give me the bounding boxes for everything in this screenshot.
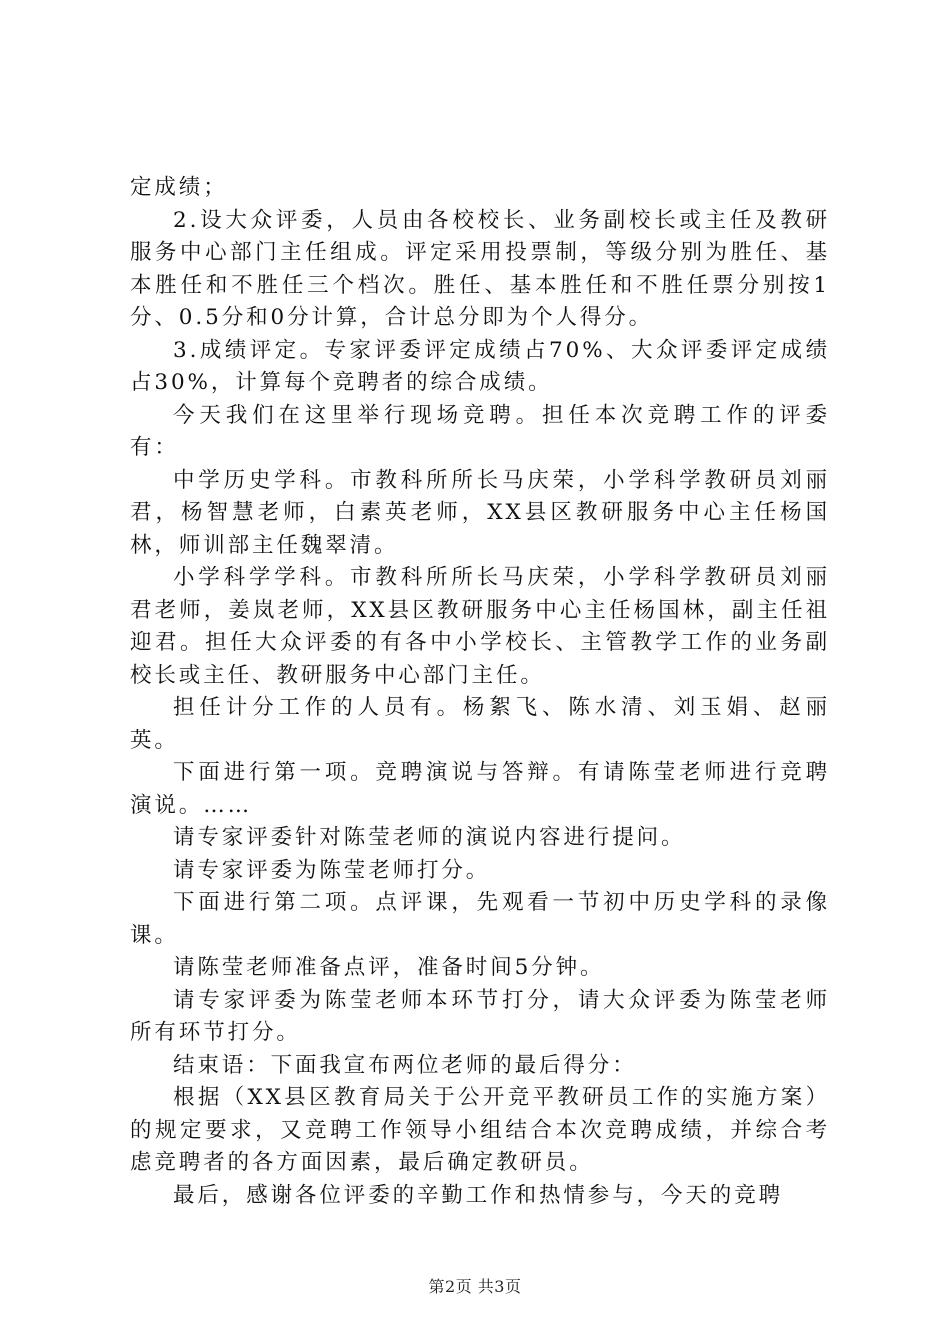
paragraph-5: 中学历史学科。市教科所所长马庆荣，小学科学教研员刘丽君，杨智慧老师，白素英老师，XX县区教研服务中心主任杨国林，师训部主任魏翠清。	[130, 467, 830, 558]
paragraph-11: 下面进行第二项。点评课，先观看一节初中历史学科的录像课。	[130, 890, 830, 948]
paragraph-2: 2.设大众评委，人员由各校校长、业务副校长或主任及教研服务中心部门主任组成。评定采用投票制，等级分别为胜任、基本胜任和不胜任三个档次。胜任、基本胜任和不胜任票分别按1分、0.5分和0分计算，合计总分即为个人得分。	[130, 207, 830, 330]
paragraph-1: 定成绩；	[130, 175, 228, 200]
paragraph-13: 请专家评委为陈莹老师本环节打分，请大众评委为陈莹老师所有环节打分。	[130, 987, 830, 1045]
paragraph-15: 根据（XX县区教育局关于公开竞平教研员工作的实施方案）的规定要求，又竞聘工作领导小组结合本次竞聘成绩，并综合考虑竞聘者的各方面因素，最后确定教研员。	[130, 1085, 830, 1175]
paragraph-7: 担任计分工作的人员有。杨絮飞、陈水清、刘玉娟、赵丽英。	[130, 695, 830, 753]
paragraph-12: 请陈莹老师准备点评，准备时间5分钟。	[173, 955, 605, 980]
paragraph-14: 结束语：下面我宣布两位老师的最后得分：	[173, 1052, 637, 1078]
paragraph-16: 最后，感谢各位评委的辛勤工作和热情参与，今天的竞聘	[173, 1182, 784, 1208]
paragraph-4: 今天我们在这里举行现场竞聘。担任本次竞聘工作的评委有：	[130, 402, 830, 460]
page-number-footer: 第2页 共3页	[428, 1277, 522, 1296]
document-body	[130, 172, 830, 1212]
paragraph-10: 请专家评委为陈莹老师打分。	[173, 857, 491, 883]
paragraph-3: 3.成绩评定。专家评委评定成绩占70%、大众评委评定成绩占30%，计算每个竞聘者的综合成绩。	[130, 337, 830, 395]
paragraph-9: 请专家评委针对陈莹老师的演说内容进行提问。	[173, 825, 686, 850]
paragraph-6: 小学科学学科。市教科所所长马庆荣，小学科学教研员刘丽君老师，姜岚老师，XX县区教研服务中心主任杨国林，副主任祖迎君。担任大众评委的有各中小学校长、主管教学工作的业务副校长或主任、教研服务中心部门主任。	[130, 565, 830, 688]
paragraph-8: 下面进行第一项。竞聘演说与答辩。有请陈莹老师进行竞聘演说。……	[130, 760, 830, 818]
